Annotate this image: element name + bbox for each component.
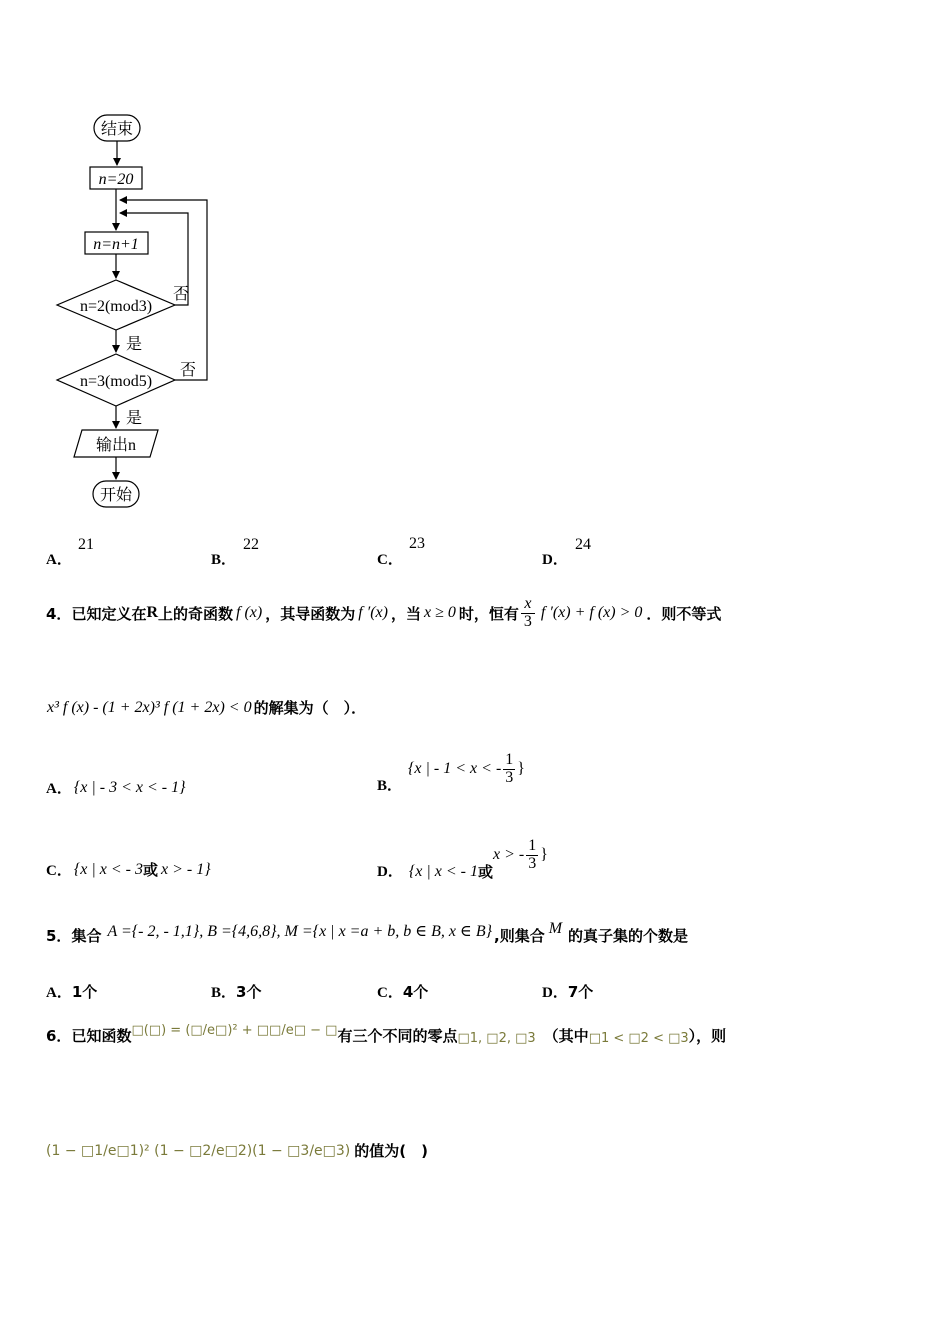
q6-text4: ），则 — [688, 1027, 727, 1045]
q5-option-d-label: D． — [542, 985, 568, 1001]
q5-text1: 集合 — [71, 926, 102, 945]
start-terminal-label: 开始 — [99, 487, 133, 504]
q4-condition: x ≥ 0 — [423, 604, 456, 622]
q5-option-a-value: 1个 — [71, 983, 98, 1001]
q3-option-b-label: B． — [211, 552, 237, 568]
q4-text3: ，其导函数为 — [265, 604, 356, 623]
q4-option-d-frac-den: 3 — [528, 854, 537, 872]
q4-option-d-frac-num: 1 — [528, 837, 537, 854]
end-terminal-label: 结束 — [100, 121, 134, 138]
q5-option-c-value: 4个 — [402, 983, 429, 1001]
q4-option-c-value-pre: {x | x < - 3 — [73, 860, 143, 878]
q3-option-a-label: A． — [46, 552, 72, 568]
yes-label-2: 是 — [126, 410, 143, 427]
q5-option-a-label: A． — [46, 985, 72, 1001]
q4-option-d-value-post: } — [540, 846, 548, 864]
q5-option-c — [377, 981, 428, 1002]
q3-option-c-label: C． — [377, 552, 403, 568]
q4-fraction — [521, 596, 535, 631]
q4-option-d-label: D． — [377, 863, 403, 880]
q4-option-a-label: A． — [46, 781, 72, 797]
q4-number: 4． — [46, 604, 72, 623]
q5-number: 5． — [46, 926, 72, 945]
q4-option-d-fraction — [526, 838, 538, 873]
increment-box-label: n=n+1 — [93, 236, 139, 253]
q6-zeros: □1, □2, □3 — [457, 1031, 536, 1046]
q6-text5: 的值为( ) — [354, 1142, 428, 1160]
decision-mod3-label: n=2(mod3) — [79, 298, 153, 315]
q4-fraction-den: 3 — [523, 612, 532, 630]
q4-text4: ，当 — [390, 604, 421, 623]
q6-order: □1 < □2 < □3 — [588, 1031, 689, 1046]
no-label-1: 否 — [173, 286, 190, 303]
q3-option-b-value: 22 — [243, 536, 259, 553]
q4-option-b-value-post: } — [517, 760, 525, 778]
q6-text2: 有三个不同的零点 — [337, 1027, 458, 1045]
q6-expression: (1 − □1/e□1)² (1 − □2/e□2)(1 − □3/e□3) — [46, 1142, 351, 1159]
q4-option-b-fraction — [503, 752, 515, 787]
q4-option-b-value-pre: {x | - 1 < x < - — [408, 760, 502, 778]
q5-option-b — [211, 981, 261, 1002]
init-box-label: n=20 — [98, 171, 134, 188]
q4-inequality-2: x³ f (x) - (1 + 2x)³ f (1 + 2x) < 0 — [47, 698, 252, 716]
q6-text1: 已知函数 — [71, 1027, 132, 1045]
q4-option-c-value-post: x > - 1} — [160, 860, 211, 878]
q4-option-a-value: {x | - 3 < x < - 1} — [73, 778, 186, 796]
q4-set-r: R — [146, 604, 159, 622]
q4-fx: f (x) — [236, 604, 263, 622]
q4-option-b-frac-den: 3 — [505, 768, 514, 786]
q5-text2: ,则集合 — [494, 926, 545, 945]
q4-option-c-or: 或 — [142, 861, 158, 879]
q5-option-b-value: 3个 — [236, 983, 262, 1001]
q3-option-c-value: 23 — [409, 535, 425, 552]
q6-text3: （其中 — [543, 1027, 589, 1045]
q3-option-a-value: 21 — [78, 536, 94, 553]
q5-sets: A ={- 2, - 1,1}, B ={4,6,8}, M ={x | x =a + b, b ∈ B, x ∈ B} — [107, 923, 493, 940]
q4-option-c-label: C． — [46, 863, 72, 879]
q4-option-b-frac-num: 1 — [505, 751, 514, 768]
q5-set-m: M — [548, 920, 563, 937]
q5-option-d-value: 7个 — [567, 983, 594, 1001]
decision-mod5-label: n=3(mod5) — [79, 373, 153, 390]
q5-option-b-label: B． — [211, 985, 237, 1001]
q4-text2: 上的奇函数 — [158, 604, 234, 623]
q4-text7: 的解集为（ ）． — [253, 699, 367, 717]
no-label-2: 否 — [180, 362, 197, 379]
q4-option-b-label: B． — [377, 777, 403, 794]
q5-option-d — [542, 981, 593, 1002]
q4-option-d-or: 或 — [477, 862, 493, 881]
output-box-label: 输出n — [95, 437, 137, 454]
q4-text1: 已知定义在 — [71, 604, 147, 623]
q4-fpx: f ′(x) — [358, 604, 388, 622]
q6-formula: □(□) = (□/e□)² + □□/e□ − □ — [131, 1023, 338, 1038]
q4-fraction-num: x — [524, 595, 532, 612]
yes-label-1: 是 — [126, 336, 143, 353]
q4-text6: ．则不等式 — [646, 604, 722, 623]
q4-option-d-value-mid: x > - — [492, 846, 525, 864]
flowchart — [40, 105, 240, 515]
q5-text3: 的真子集的个数是 — [568, 926, 689, 945]
q4-inequality: f ′(x) + f (x) > 0 — [540, 604, 643, 622]
q5-option-a — [46, 981, 97, 1002]
q3-option-d-value: 24 — [575, 536, 591, 553]
q5-option-c-label: C． — [377, 985, 403, 1001]
q4-option-d-value-pre: {x | x < - 1 — [408, 862, 478, 880]
q3-option-d-label: D． — [542, 552, 568, 568]
q4-text5: 时，恒有 — [458, 604, 519, 623]
q6-number: 6． — [46, 1027, 72, 1045]
